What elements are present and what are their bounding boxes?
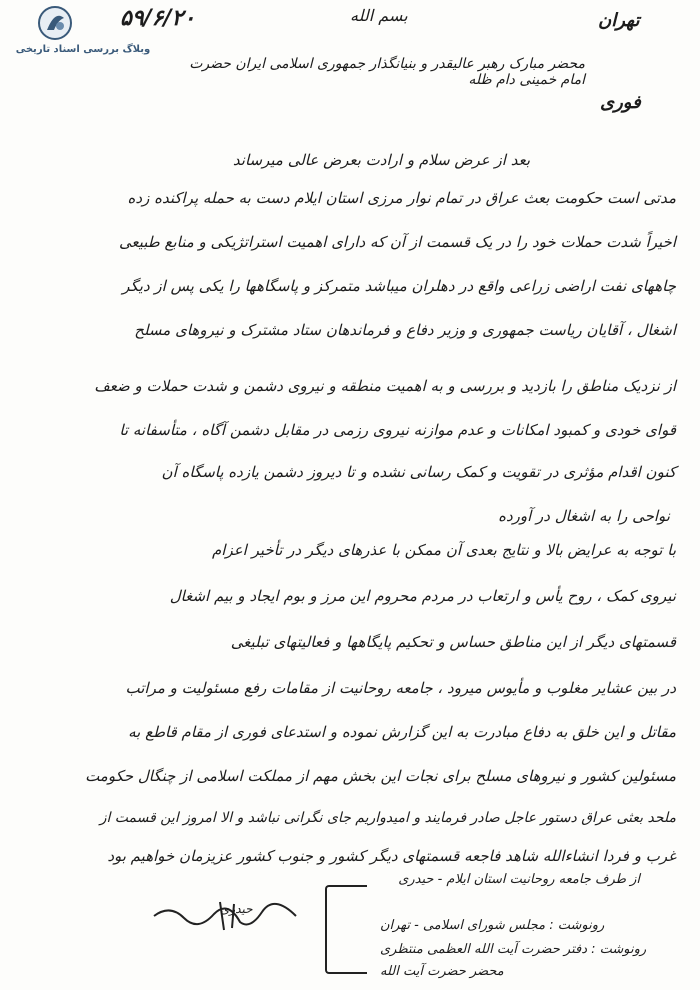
- cc-line: رونوشت : دفتر حضرت آیت الله العظمی منتظری: [380, 942, 647, 957]
- body-line: نواحی را به اشغال در آورده: [498, 507, 670, 525]
- document-urgency: فوری: [600, 92, 641, 113]
- logo-text: وبلاگ بررسی اسناد تاریخی: [15, 44, 151, 55]
- document-date: ۵۹/۶/۲۰: [120, 6, 196, 31]
- body-line: در بین عشایر مغلوب و مأیوس میرود ، جامعه روحانیت از مقامات رفع مسئولیت و مراتب: [125, 679, 676, 697]
- body-line: ملحد بعثی عراق دستور عاجل صادر فرمایند و امیدواریم جای نگرانی نباشد و الا امروز این قسمت از: [99, 810, 676, 826]
- body-line: از نزدیک مناطق را بازدید و بررسی و به اهمیت منطقه و نیروی دشمن و شدت حملات و ضعف: [94, 377, 676, 395]
- body-line: با توجه به عرایض بالا و نتایج بعدی آن ممکن با عذرهای دیگر در تأخیر اعزام: [212, 541, 676, 559]
- body-line: چاههای نفت اراضی زراعی واقع در دهلران میباشد متمرکز و پاسگاهها را یکی پس از دیگر: [122, 277, 676, 295]
- body-line: قوای خودی و کمبود امکانات و عدم موازنه نیروی رزمی در مقابل دشمن آگاه ، متأسفانه تا: [119, 421, 676, 439]
- body-line: کنون اقدام مؤثری در تقویت و کمک رسانی نشده و تا دیروز دشمن یازده پاسگاه آن: [161, 463, 676, 481]
- cc-bracket: [325, 885, 367, 974]
- body-line: مسئولین کشور و نیروهای مسلح برای نجات این بخش مهم از مملکت اسلامی از چنگال حکومت: [85, 767, 676, 785]
- body-line: از طرف جامعه روحانیت استان ایلام - حیدری: [398, 872, 640, 887]
- body-line: مقاتل و این خلق به دفاع مبادرت به این گزارش نموده و استدعای فوری از مقام قاطع به: [128, 723, 676, 741]
- signature: [150, 896, 300, 940]
- cc-line: محضر حضرت آیت الله: [380, 964, 504, 979]
- document-invocation: بسم الله: [350, 6, 408, 25]
- cc-line: رونوشت : مجلس شورای اسلامی - تهران: [380, 918, 605, 933]
- body-line: غرب و فردا انشاءالله شاهد فاجعه قسمتهای دیگر کشور و جنوب کشور عزیزمان خواهیم بود: [107, 847, 676, 865]
- document-addressee: محضر مبارک رهبر عالیقدر و بنیانگذار جمهوری اسلامی ایران حضرت امام خمینی دام ظله: [189, 56, 585, 88]
- body-line: قسمتهای دیگر از این مناطق حساس و تحکیم پایگاهها و فعالیتهای تبلیغی: [230, 633, 676, 651]
- body-line: مدتی است حکومت بعث عراق در تمام نوار مرزی استان ایلام دست به حمله پراکنده زده: [127, 189, 676, 207]
- body-line: نیروی کمک ، روح یأس و ارتعاب در مردم محروم این مرز و بوم ایجاد و بیم اشغال: [169, 587, 676, 605]
- body-line: اخیراً شدت حملات خود را در یک قسمت از آن که دارای اهمیت استراتژیکی و منابع طبیعی: [118, 233, 676, 251]
- document-city: تهران: [598, 10, 640, 31]
- body-line: اشغال ، آقایان ریاست جمهوری و وزیر دفاع و فرماندهان ستاد مشترک و نیروهای مسلح: [134, 321, 676, 339]
- body-line: بعد از عرض سلام و ارادت بعرض عالی میرساند: [232, 151, 530, 169]
- signature-name: حیدری: [220, 902, 253, 916]
- logo-emblem-icon: [38, 6, 72, 40]
